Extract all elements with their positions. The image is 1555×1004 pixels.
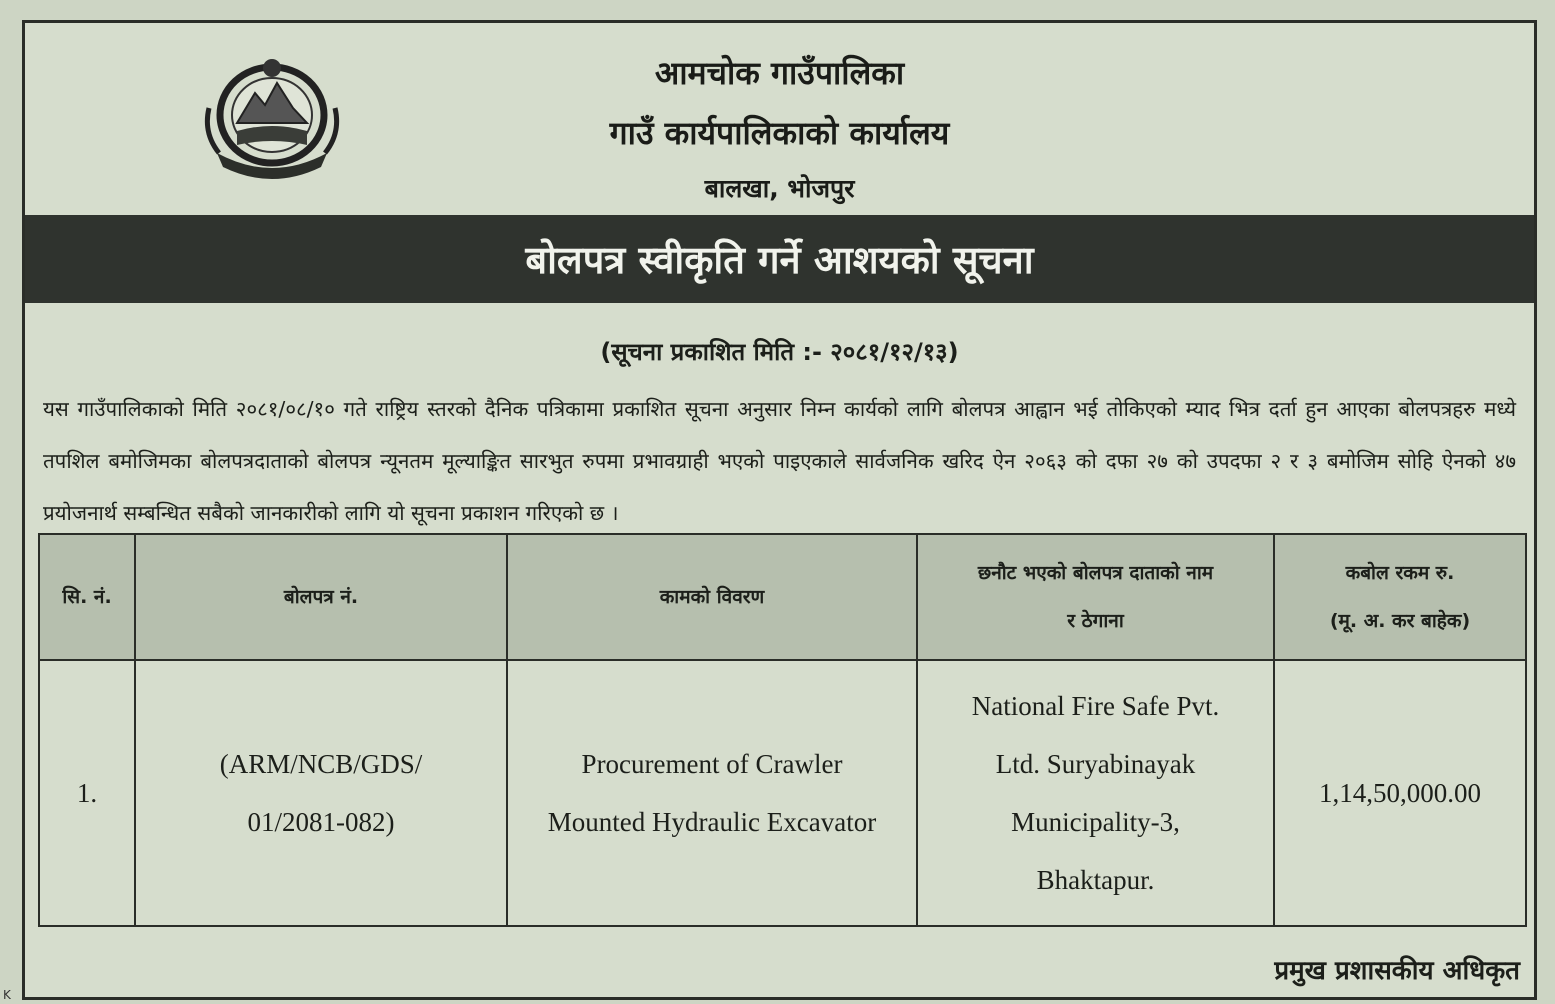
notice-title: बोलपत्र स्वीकृति गर्ने आशयको सूचना: [525, 238, 1034, 282]
cell-work-description: [507, 660, 917, 926]
header-amount-line2: (मू. अ. कर बाहेक): [1329, 610, 1471, 632]
header-amount-line1: कबोल रकम रु.: [1345, 562, 1455, 584]
office-name: गाउँ कार्यपालिकाको कार्यालय: [609, 114, 950, 152]
notice-title-banner: [25, 215, 1534, 303]
notice-body: यस गाउँपालिकाको मिति २०८१/०८/१० गते राष्ट्रिय स्तरको दैनिक पत्रिकामा प्रकाशित सूचना अनुसार निम्न कार्यको लागि बोलपत्र आह्वान भई तोकिएको म्याद भित्र दर्ता हुन आएका बोलपत्रहरु मध्ये तपशिल बमोजिमका बोलपत्रदाताको बोलपत्र न्यूनतम मूल्याङ्कित सारभुत रुपमा प्रभावग्राही भएको पाइएकाले सार्वजनिक खरिद ऐन २०६३ को दफा २७ को उपदफा २ र ३ बमोजिम सोहि ऐनको ४७ प्रयोजनार्थ सम्बन्धित सबैको जानकारीको लागि यो सूचना प्रकाशन गरिएको छ ।: [43, 397, 1516, 525]
table-row: [39, 660, 1526, 926]
header-bidder-line2: र ठेगाना: [1067, 610, 1124, 632]
description-line1: Procurement of Crawler: [581, 749, 843, 779]
award-table: [38, 533, 1527, 927]
cell-bidder: [917, 660, 1274, 926]
bidder-line1: National Fire Safe Pvt.: [971, 691, 1220, 721]
cell-bid-no: [135, 660, 507, 926]
header-bidder-line1: छनौट भएको बोलपत्र दाताको नाम: [977, 562, 1214, 584]
signature-title: प्रमुख प्रशासकीय अधिकृत: [1274, 956, 1520, 986]
table-header-row: [39, 534, 1526, 660]
margin-mark: K: [3, 988, 11, 1002]
header-amount: [1274, 534, 1526, 660]
bidder-line3: Municipality-3,: [1011, 807, 1180, 837]
bidder-line2: Ltd. Suryabinayak: [995, 749, 1196, 779]
header-serial: सि. नं.: [39, 534, 135, 660]
bidder-line4: Bhaktapur.: [1036, 865, 1155, 895]
header-bid-no: बोलपत्र नं.: [135, 534, 507, 660]
publication-date: (सूचना प्रकाशित मिति :- २०८१/१२/१३): [600, 338, 959, 366]
office-location: बालखा, भोजपुर: [704, 174, 855, 203]
header-work-description: कामको विवरण: [507, 534, 917, 660]
bid-no-line2: 01/2081-082): [247, 807, 395, 837]
tender-notice: [22, 20, 1537, 1000]
cell-amount: 1,14,50,000.00: [1274, 660, 1526, 926]
bid-no-line1: (ARM/NCB/GDS/: [219, 749, 423, 779]
cell-serial: 1.: [39, 660, 135, 926]
org-name: आमचोक गाउँपालिका: [654, 54, 905, 92]
header-bidder: [917, 534, 1274, 660]
description-line2: Mounted Hydraulic Excavator: [547, 807, 877, 837]
